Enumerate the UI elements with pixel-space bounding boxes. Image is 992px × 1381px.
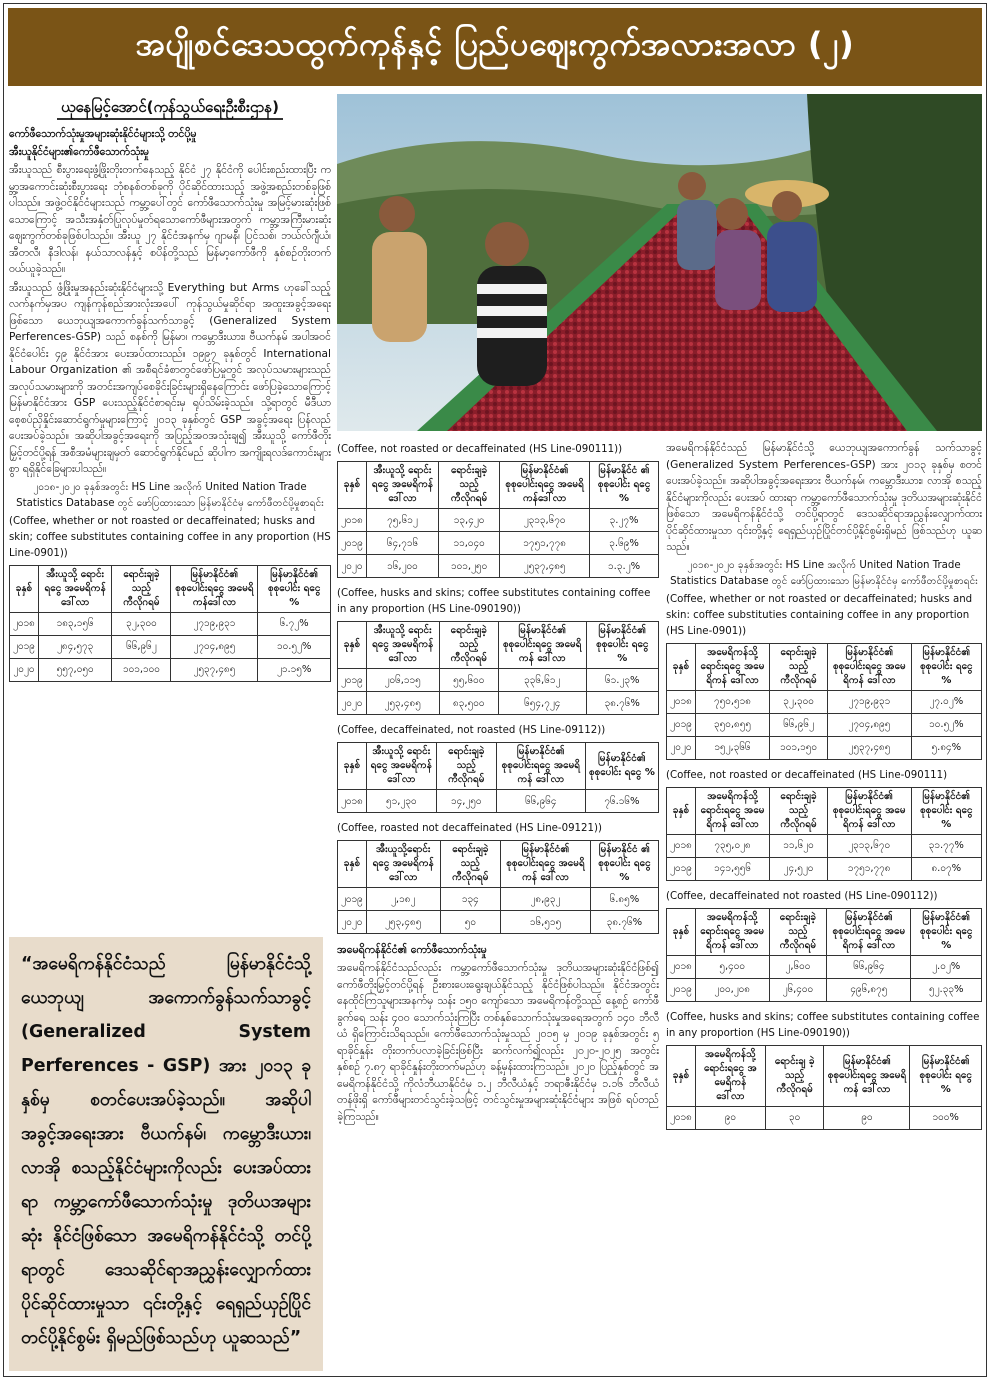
table-cell: ၂၀၂၀	[667, 736, 696, 759]
table-cell: ၁၈၃,၁၅၆	[38, 612, 112, 635]
table-cell: ၆၆,၉၆၂	[112, 635, 171, 658]
table-cell: ၆၄,၇၁၆	[366, 532, 438, 555]
table-cell: ၂၀၁၉	[667, 713, 696, 736]
table-header-cell: အမေရိကန်သို့ ရောင်းရငွေ အမေရိကန် ဒေါ်လာ	[695, 643, 769, 690]
table-row	[667, 1106, 982, 1129]
data-table	[337, 461, 659, 578]
table-header-cell: ခုနှစ်	[338, 622, 367, 669]
table-cell: ၂၀၁၉	[338, 669, 367, 692]
table-header-cell: ရောင်းချခဲ့ သည့် ကီလိုဂရမ်	[439, 622, 498, 669]
table-row	[338, 669, 659, 692]
table-cell: ၂၇၁၉,၉၃၁	[171, 612, 258, 635]
data-table	[666, 908, 982, 1002]
table-row	[10, 612, 331, 635]
table-cell: ၃၀	[765, 1106, 824, 1129]
table-cell: ၃.၂၇%	[590, 509, 659, 532]
table-header-cell: အီးယူသို့ရောင်းရငွေ အမေရိကန် ဒေါ်လာ	[366, 841, 440, 888]
table-cell: ၈.၀၇%	[911, 857, 981, 880]
table-cell: ၂၅၃၇,၄၈၅	[500, 555, 590, 578]
table-header-cell: ရောင်းချ ခဲ့သည့် ကီလိုဂရမ်	[765, 1045, 824, 1106]
table-header-cell: အီးယူသို့ ရောင်းရငွေ အမေရိကန် ဒေါ်လာ	[366, 743, 436, 790]
section-heading: အမေရိကန်နိုင်ငံ၏ ကော်ဖီသောက်သုံးမှု	[337, 944, 487, 956]
table-cell: ၁၁,၆၂၀	[770, 834, 828, 857]
table-row	[10, 635, 331, 658]
table-cell: ၁၆,၂၀၀	[366, 555, 438, 578]
table-header-cell: ရောင်းချခဲ့သည့် ကီလိုဂရမ်	[112, 565, 171, 612]
table-row	[667, 857, 982, 880]
table-header-cell: ခုနှစ်	[10, 565, 39, 612]
table-cell: ၂၀၁၉	[667, 978, 696, 1001]
table-cell: ၂၃၁၃,၆၇၀	[500, 509, 590, 532]
table-cell: ၇၅၀,၅၁၈	[695, 690, 769, 713]
table-header-cell: ခုနှစ်	[667, 787, 696, 834]
table-cell: ၆၁.၂၃%	[586, 669, 658, 692]
table-cell: ၁၃,၄၂၀	[439, 509, 500, 532]
table-cell: ၂၆,၄၀၀	[769, 978, 827, 1001]
table-cell: ၅၀	[440, 911, 500, 934]
column-right	[666, 440, 982, 1138]
table-cell: ၆၆,၉၆၄	[827, 955, 911, 978]
table-cell: ၁၆,၅၁၅	[501, 911, 591, 934]
table-cell: ၂၀၁၈	[667, 690, 696, 713]
table-row	[667, 736, 982, 759]
table-caption: (Coffee, roasted not decaffeinated (HS Line-09121))	[337, 823, 602, 834]
table-header-cell: မြန်မာနိုင်ငံ၏ စုစုပေါင်းရငွေ အမေရိကန် ဒေါ်လာ	[824, 1045, 910, 1106]
table-cell: ၃၂,၃၀၀	[770, 690, 828, 713]
table-cell: ၅၅,၆၀၀	[439, 669, 498, 692]
table-cell: ၁၄၁,၅၅၆	[695, 857, 769, 880]
table-header-cell: ခုနှစ်	[338, 841, 367, 888]
table-row	[338, 888, 659, 911]
table-cell: ၅၁,၂၃၀	[366, 790, 436, 813]
table-header-cell: အမေရိကန်သို့ ရောင်းရငွေ အမေရိကန် ဒေါ်လာ	[695, 1045, 765, 1106]
table-header-cell: ခုနှစ်	[667, 1045, 696, 1106]
byline	[9, 98, 331, 120]
table-header-row	[10, 565, 331, 612]
table-header-cell: အီးယူသို့ ရောင်းရငွေ အမေရိကန် ဒေါ်လာ	[366, 462, 438, 509]
table-cell: ၂၀၁၉	[338, 888, 367, 911]
table-header-cell: မြန်မာနိုင်ငံ၏ စုစုပေါင်းရငွေ အမေရိကန် ဒေါ်လာ	[496, 743, 585, 790]
section-subheading: အီးယူနိုင်ငံများ၏ကော်ဖီသောက်သုံးမှု	[9, 146, 149, 158]
table-header-cell: မြန်မာနိုင်ငံ၏ စုစုပေါင်း ရငွေ %	[586, 622, 658, 669]
table-cell: ၃၅၀,၈၅၅	[695, 713, 769, 736]
table-cell: ၂၀၂၀	[338, 692, 367, 715]
table-cell: ၂၈၄,၅၇၃	[38, 635, 112, 658]
table-header-row	[338, 841, 659, 888]
table-cell: ၂,၆၀၀	[769, 955, 827, 978]
table-cell: ၂၀၁၈	[338, 790, 367, 813]
table-cell: ၁၀၁,၂၅၀	[439, 555, 500, 578]
table-header-cell: မြန်မာနိုင်ငံ၏ စုစုပေါင်းရငွေ အမေရိကန် ဒေါ်လာ	[501, 841, 591, 888]
pull-quote: “အမေရိကန်နိုင်ငံသည် မြန်မာနိုင်ငံသို့ ယေဘုယျ အကောက်ခွန်သက်သာခွင့် (Generalized System Perferences - GSP) အား ၂၀၁၃ ခုနှစ်မှ စတင်ပေးအပ်ခဲ့သည်။ အဆိုပါ အခွင့်အရေးအား ဗီယက်နမ်၊ ကမ္ဘောဒီးယား၊ လာအို စသည့်နိုင်ငံများကိုလည်း ပေးအပ်ထားရာ ကမ္ဘာ့ကော်ဖီသောက်သုံးမှု ဒုတိယအများဆုံး နိုင်ငံဖြစ်သော အမေရိကန်နိုင်ငံသို့ တင်ပို့ရာတွင် ဒေသဆိုင်ရာအညွှန်းလျှောက်ထား ပိုင်ဆိုင်ထားမှုသာ ၎င်းတို့နှင့် ရေရှည်ယှဉ်ပြိုင်တင်ပို့နိုင်စွမ်း ရှိမည်ဖြစ်သည်ဟု ယူဆသည်”	[9, 937, 323, 1371]
table-cell: ၃၃၆,၆၁၂	[498, 669, 586, 692]
table-row	[667, 955, 982, 978]
table-header-row	[338, 462, 659, 509]
table-cell: ၁၄,၂၅၀	[436, 790, 496, 813]
table-header-cell: မြန်မာနိုင်ငံ၏ စုစုပေါင်းရငွေ အမေရိကန် ဒေါ်လာ	[827, 787, 911, 834]
table-cell: ၄၉၆,၈၇၅	[827, 978, 911, 1001]
table-header-cell: မြန်မာနိုင်ငံ၏ စုစုပေါင်း ရငွေ %	[911, 643, 981, 690]
table-row	[338, 555, 659, 578]
section-heading: ကော်ဖီသောက်သုံးမှုအများဆုံးနိုင်ငံများသို့ တင်ပို့မှု	[9, 128, 197, 140]
table-cell: ၅,၄၀၀	[695, 955, 769, 978]
table-header-cell: မြန်မာနိုင်ငံ၏ စုစုပေါင်း ရငွေ %	[911, 787, 981, 834]
table-cell: ၂၃၁၃,၆၇၀	[827, 834, 911, 857]
coffee-farmers-illustration	[337, 94, 982, 431]
table-row	[338, 790, 659, 813]
table-cell: ၁၀.၅၂%	[258, 635, 331, 658]
data-table	[337, 840, 659, 934]
table-row	[338, 692, 659, 715]
table-row	[338, 532, 659, 555]
body-paragraph: အီးယူသည် စီးပွားရေးဖွံ့ဖြိုးတိုးတက်နေသည့် နိုင်ငံ ၂၇ နိုင်ငံကို ပေါင်းစည်းထားပြီး ကမ္ဘာ့အကောင်းဆုံးစီးပွားရေး ဘုံစနစ်တစ်ခုကို ပိုင်ဆိုင်ထားသည့် အဖွဲ့အစည်းတစ်ခုဖြစ်ပါသည်။ အဖွဲ့ဝင်နိုင်ငံများသည် ကမ္ဘာ့ပေါ်တွင် ကော်ဖီသောက်သုံးမှု အမြင့်မားဆုံးဖြစ်သောကြောင့် အသီးအနှံတ်ပြုလုပ်မှုတ်ရသောကော်ဖီများအတွက် ကမ္ဘာ့အကြီးမားဆုံး ဈေးကွက်တစ်ခုဖြစ်ပါသည်။ အီးယူ ၂၇ နိုင်ငံအနက်မှ ဂျာမနီ၊ ပြင်သစ်၊ ဘယ်လ်ဂျီယံ၊ အီတလီ၊ နီဒါလန်၊ နယ်သာလန်နှင့် စပိန်တို့သည် မြန်မာ့ကော်ဖီကို နှစ်စဉ်တိုးတက်ဝယ်ယူခဲ့သည်။	[9, 164, 331, 275]
table-cell: ၃.၆၉%	[590, 532, 659, 555]
table-row	[667, 834, 982, 857]
table-caption: (Coffee, decaffeinated, not roasted (HS Line-09112))	[337, 725, 606, 736]
table-row	[667, 978, 982, 1001]
table-cell: ၆၆,၉၆၄	[496, 790, 585, 813]
table-cell: ၁၇၅၁,၇၇၈	[500, 532, 590, 555]
table-header-cell: မြန်မာနိုင်ငံ ၏ စုစုပေါင်း ရငွေ %	[590, 841, 658, 888]
table-header-cell: မြန်မာနိုင်ငံ၏ စုစုပေါင်း ရငွေ %	[258, 565, 331, 612]
table-header-cell: အီးယူသို့ ရောင်းရငွေ အမေရိကန် ဒေါ်လာ	[38, 565, 112, 612]
table-cell: ၂၅၃,၄၈၅	[366, 692, 439, 715]
table-cell: ၂၀၁၈	[667, 834, 696, 857]
table-cell: ၂၁.၁၅%	[258, 658, 331, 681]
table-header-cell: ရောင်းချခဲ့ သည့် ကီလိုဂရမ်	[440, 841, 500, 888]
table-header-row	[338, 743, 659, 790]
table-header-row	[338, 622, 659, 669]
data-table	[337, 742, 659, 813]
table-cell: ၂.၀၂%	[911, 955, 982, 978]
table-cell: ၂၅၃၇,၄၈၅	[828, 736, 912, 759]
table-row	[667, 713, 982, 736]
byline-text: ယုနေမြင့်အောင်(ကုန်သွယ်ရေးဦးစီးဌာန)	[57, 98, 283, 120]
table-header-row	[667, 787, 982, 834]
table-cell: ၇၆.၁၆%	[585, 790, 658, 813]
table-cell: ၂၀၂၀	[338, 911, 367, 934]
table-cell: ၂၀၀,၂၀၈	[695, 978, 769, 1001]
table-cell: ၂၇၁၉,၉၃၁	[828, 690, 912, 713]
table-header-row	[667, 1045, 982, 1106]
table-header-cell: ရောင်းချခဲ့ သည့် ကီလိုဂရမ်	[436, 743, 496, 790]
table-caption: (Coffee, not roasted or decaffeinated (HS Line-090111)	[666, 769, 948, 781]
table-caption: (Coffee, not roasted or decaffeinated (HS Line-090111))	[337, 444, 623, 455]
table-cell: ၇၃၅,၀၂၈	[695, 834, 769, 857]
table-cell: ၃၈.၇၆%	[590, 911, 658, 934]
table-header-cell: ရောင်းချခဲ့ သည့် ကီလိုဂရမ်	[770, 643, 828, 690]
table-cell: ၅၂.၃၃%	[911, 978, 982, 1001]
table-header-cell: ခုနှစ်	[338, 743, 367, 790]
table-cell: ၂၀၂၀	[338, 555, 367, 578]
table-cell: ၈၃,၅၀၀	[439, 692, 498, 715]
table-header-cell: မြန်မာနိုင်ငံ ၏ စုစုပေါင်း ရငွေ %	[590, 462, 659, 509]
table-cell: ၁.၃.၂%	[590, 555, 659, 578]
table-cell: ၁၅၂,၃၆၆	[695, 736, 769, 759]
table-cell: ၁၀၁,၁၀၀	[112, 658, 171, 681]
table-intro: ၂၀၁၈-၂၀၂၀ ခုနှစ်အတွင်း HS Line အလိုက် United Nation Trade Statistics Database တွင် ဖော်ပြထားသော မြန်မာနိုင်ငံမှ ကော်ဖီတင်ပို့မှုစာရင်း	[670, 559, 978, 587]
table-cell: ၉၀	[824, 1106, 910, 1129]
body-paragraph: အီးယူသည် ဖွံ့ဖြိုးမှုအနည်းဆုံးနိုင်ငံများသို့ Everything but Arms ဟုခေါ်သည့် လက်နက်မှအပ ကျန်ကုန်စည်အားလုံးအပေါ် ကုန်သွယ်မှုဆိုင်ရာ အထူးအခွင့်အရေးဖြစ်သော ယေဘုယျအကောက်ခွန်သက်သာခွင့် (Generalized System Perferences-GSP) သည် စနစ်ကို မြန်မာ၊ ကမ္ဘောဒီးယား၊ ဗီယက်နမ် အပါအဝင် နိုင်ငံပေါင်း ၄၉ နိုင်ငံအား ပေးအပ်ထားသည်။ ၁၉၉၇ ခုနှစ်တွင် International Labour Organization ၏ အစီရင်ခံစာတွင်ဖော်ပြမှုတွင် အလုပ်သမားများသည် အလုပ်သမားများကို အတင်းအကျပ်စေခိုင်းခြင်းများရှိနေကြောင်း ဖော်ပြခဲ့သောကြောင့် မြန်မာနိုင်ငံအား GSP ပေးသည့်နိုင်ငံစာရင်းမှ ရုပ်သိမ်းခဲ့သည်။ သို့ရာတွင် မီဒီယာစေ့စပ်ညှိနှိုင်းဆောင်ရွက်မှုများကြောင့် ၂၀၁၃ ခုနှစ်တွင် GSP အခွင့်အရေး ပြန်လည်ပေးအပ်ခဲ့သည်။ အဆိုပါအခွင့်အရေးကို အပြည့်အဝအသုံးချ၍ အီးယူသို့ ကော်ဖီတိုးမြှင့်တင်ပို့ရန် အစီအမံများချမှတ် ဆောင်ရွက်နိုင်မည် ဆိုပါက အကျိုးရလဒ်ကောင်းများစွာ ရရှိနိုင်ခြေများပါသည်။	[9, 281, 331, 475]
table-cell: ၁၀၀%	[910, 1106, 982, 1129]
table-cell: ၂၀၁၉	[10, 635, 39, 658]
data-table	[337, 621, 659, 715]
table-header-row	[667, 908, 982, 955]
table-cell: ၂၀၂၀	[10, 658, 39, 681]
table-cell: ၆.၇၂%	[258, 612, 331, 635]
table-row	[667, 690, 982, 713]
table-row	[338, 911, 659, 934]
body-paragraph: အမေရိကန်နိုင်ငံသည်လည်း ကမ္ဘာ့ကော်ဖီသောက်သုံးမှု ဒုတိယအများဆုံးနိုင်ငံဖြစ်၍ ကော်ဖီတိုးမြှင့်တင်ပို့ရန် ဦးစားပေးရွေးချယ်နိုင်သည့် နိုင်ငံဖြစ်ပါသည်။ နိုင်ငံအတွင်း နေထိုင်ကြသူများအနက်မှ သန်း ၁၅၀ ကျော်သော အမေရိကန်တို့သည် နေ့စဉ် ကော်ဖီခွက်ရေ သန်း ၄၀၀ သောက်သုံးကြပြီး တစ်နှစ်သောက်သုံးမှုအရေအတွက် ၁၄၀ ဘီလီယံ ရှိကြောင်းသိရသည်။ ကော်ဖီသောက်သုံးမှုသည် ၂၀၁၅ မှ ၂၀၁၉ ခုနှစ်အတွင်း ၅ ရာခိုင်နှုန်း တိုးတက်ပလာခဲ့ခြင်းဖြစ်ပြီး ဆက်လက်၍လည်း ၂၀၂၀-၂၀၂၅ အတွင်း နှစ်စဉ် ၇.၈၇ ရာခိုင်နှုန်းတိုးတက်မည်ဟု ခန့်မှန်းထားကြသည်။ ၂၀၂၀ ပြည့်နှစ်တွင် အမေရိကန်နိုင်ငံသို့ ကိုလံဘီယာနိုင်ငံမှ ၁.၂ ဘီလီယံနှင့် ဘရာဇီးနိုင်ငံမှ ၁.၁၆ ဘီလီယံ တန်ဖိုးရှိ ကော်ဖီများတင်သွင်းခဲ့သဖြင့် တင်သွင်းမှုအများဆုံးနိုင်ငံများ အဖြစ် ရပ်တည်ခဲ့ကြသည်။	[337, 962, 659, 1123]
table-header-cell: အမေရိကန်သို့ ရောင်းရငွေ အမေရိကန် ဒေါ်လာ	[695, 908, 769, 955]
table-cell: ၂၀၁၈	[667, 955, 696, 978]
table-cell: ၁၁,၀၄၀	[439, 532, 500, 555]
data-table	[9, 565, 331, 682]
table-row	[338, 509, 659, 532]
table-header-row	[667, 643, 982, 690]
table-caption: (Coffee, whether or not roasted or decaffeinated; husks and skin: coffee substituties containing coffee in any proportion (HS Line-0901))	[666, 593, 973, 637]
table-cell: ၂၀၆,၁၁၅	[366, 669, 439, 692]
table-cell: ၂၇၀၄,၈၉၅	[828, 713, 912, 736]
table-cell: ၁၃၄	[440, 888, 500, 911]
table-cell: ၁၇၅၁,၇၇၈	[827, 857, 911, 880]
table-header-cell: ခုနှစ်	[338, 462, 367, 509]
table-caption: (Coffee, husks and skins; coffee substitutes containing coffee in any proportion (HS Line-090190))	[666, 1011, 980, 1039]
table-header-cell: မြန်မာနိုင်ငံ၏ စုစုပေါင်းရငွေ အမေရိကန်ဒေါ်လာ	[500, 462, 590, 509]
table-header-cell: မြန်မာနိုင်ငံ၏ စုစုပေါင်း ရငွေ %	[911, 908, 982, 955]
table-cell: ၉၀	[695, 1106, 765, 1129]
coffee-harvest-photo	[337, 94, 982, 431]
table-cell: ၂,၁၈၂	[366, 888, 440, 911]
table-cell: ၆.၈၅%	[590, 888, 658, 911]
table-cell: ၂၀၁၉	[667, 857, 696, 880]
table-header-cell: မြန်မာနိုင်ငံ၏ စုစုပေါင်းရငွေ အမေရိကန် ဒေါ်လာ	[828, 643, 912, 690]
table-cell: ၃၈.၇၆%	[586, 692, 658, 715]
table-header-cell: ခုနှစ်	[667, 908, 696, 955]
body-paragraph: အမေရိကန်နိုင်ငံသည် မြန်မာနိုင်ငံသို့ ယေဘုယျအကောက်ခွန် သက်သာခွင့် (Generalized System Perferences-GSP) အား ၂၀၁၃ ခုနှစ်မှ စတင်ပေးအပ်ခဲ့သည်။ အဆိုပါအခွင့်အရေးအား ဗီယက်နမ်၊ ကမ္ဘောဒီးယား၊ လာအို စသည့်နိုင်ငံများကိုလည်း ပေးအပ် ထားရာ ကမ္ဘာ့ကော်ဖီသောက်သုံးမှု ဒုတိယအများဆုံးနိုင်ငံဖြစ်သော အမေရိကန်နိုင်ငံသို့ တင်ပို့ရာတွင် ဒေသဆိုင်ရာအညွှန်းလျှောက်ထား ပိုင်ဆိုင်ထားမှုသာ ၎င်းတို့နှင့် ရေရှည်ယှဉ်ပြိုင်တင်ပို့နိုင်စွမ်းရှိမည် ဖြစ်သည်ဟု ယူဆသည်။	[666, 442, 982, 553]
table-header-cell: ခုနှစ်	[667, 643, 696, 690]
table-cell: ၁၀၁,၁၅၀	[770, 736, 828, 759]
data-table	[666, 1045, 982, 1130]
data-table	[666, 787, 982, 881]
table-header-cell: မြန်မာနိုင်ငံ၏ စုစုပေါင်းရငွေ အမေရိကန် ဒေါ်လာ	[827, 908, 911, 955]
table-header-cell: မြန်မာနိုင်ငံ၏ စုစုပေါင်း ရငွေ %	[910, 1045, 982, 1106]
table-header-cell: ရောင်းချခဲ့ သည့် ကီလိုဂရမ်	[439, 462, 500, 509]
table-cell: ၂၇.၀၂%	[911, 690, 981, 713]
table-cell: ၁၀.၅၂%	[911, 713, 981, 736]
table-cell: ၂၀၁၈	[667, 1106, 696, 1129]
table-cell: ၂၈,၉၃၂	[501, 888, 591, 911]
table-cell: ၆၆,၉၆၂	[770, 713, 828, 736]
table-cell: ၂၅၃၇,၄၈၅	[171, 658, 258, 681]
table-cell: ၂၀၁၈	[338, 509, 367, 532]
table-header-cell: မြန်မာနိုင်ငံ၏ စုစုပေါင်းရငွေ အမေရိကန်ဒေါ်လာ	[171, 565, 258, 612]
table-row	[10, 658, 331, 681]
table-cell: ၅၅၇,၀၅၀	[38, 658, 112, 681]
table-intro: ၂၀၁၈-၂၀၂၀ ခုနှစ်အတွင်း HS Line အလိုက် United Nation Trade Statistics Database တွင် ဖော်ပြထားသော မြန်မာနိုင်ငံမှ ကော်ဖီတင်ပို့မှုစာရင်း	[16, 481, 324, 509]
table-caption: (Coffee, decaffeinated not roasted (HS Line-090112))	[666, 890, 938, 902]
table-cell: ၂၅၃,၄၈၅	[366, 911, 440, 934]
table-cell: ၆၅၄,၇၂၄	[498, 692, 586, 715]
page-title: အပျိုစင်ဒေသထွက်ကုန်နှင့် ပြည်ပဈေးကွက်အလားအလာ (၂)	[8, 8, 982, 86]
table-cell: ၃၂,၃၀၀	[112, 612, 171, 635]
table-header-cell: မြန်မာနိုင်ငံ၏ စုစုပေါင်းရငွေ အမေရိကန် ဒေါ်လာ	[498, 622, 586, 669]
table-cell: ၂၇၀၄,၈၉၅	[171, 635, 258, 658]
table-header-cell: ရောင်းချခဲ့ သည့် ကီလိုဂရမ်	[770, 787, 828, 834]
column-middle	[337, 440, 659, 1127]
table-cell: ၂၄,၅၂၀	[770, 857, 828, 880]
table-cell: ၇၅,၆၁၂	[366, 509, 438, 532]
table-header-cell: အီးယူသို့ ရောင်းရငွေ အမေရိကန် ဒေါ်လာ	[366, 622, 439, 669]
table-cell: ၂၀၁၉	[338, 532, 367, 555]
table-cell: ၃၁.၇၇%	[911, 834, 981, 857]
table-header-cell: အမေရိကန်သို့ ရောင်းရငွေ အမေရိကန် ဒေါ်လာ	[695, 787, 769, 834]
data-table	[666, 643, 982, 760]
table-header-cell: ရောင်းချခဲ့ သည့် ကီလိုဂရမ်	[769, 908, 827, 955]
table-header-cell: မြန်မာနိုင်ငံ၏ စုစုပေါင်း ရငွေ %	[585, 743, 658, 790]
column-left	[9, 94, 331, 690]
table-cell: ၅.၈၄%	[911, 736, 981, 759]
table-caption: (Coffee, whether or not roasted or decaffeinated; husks and skin; coffee substitutes containing coffee in any proportion (HS Line-0901))	[9, 515, 331, 559]
table-caption: (Coffee, husks and skins; coffee substitutes containing coffee in any proportion (HS Line-090190))	[337, 588, 651, 615]
table-cell: ၂၀၁၈	[10, 612, 39, 635]
